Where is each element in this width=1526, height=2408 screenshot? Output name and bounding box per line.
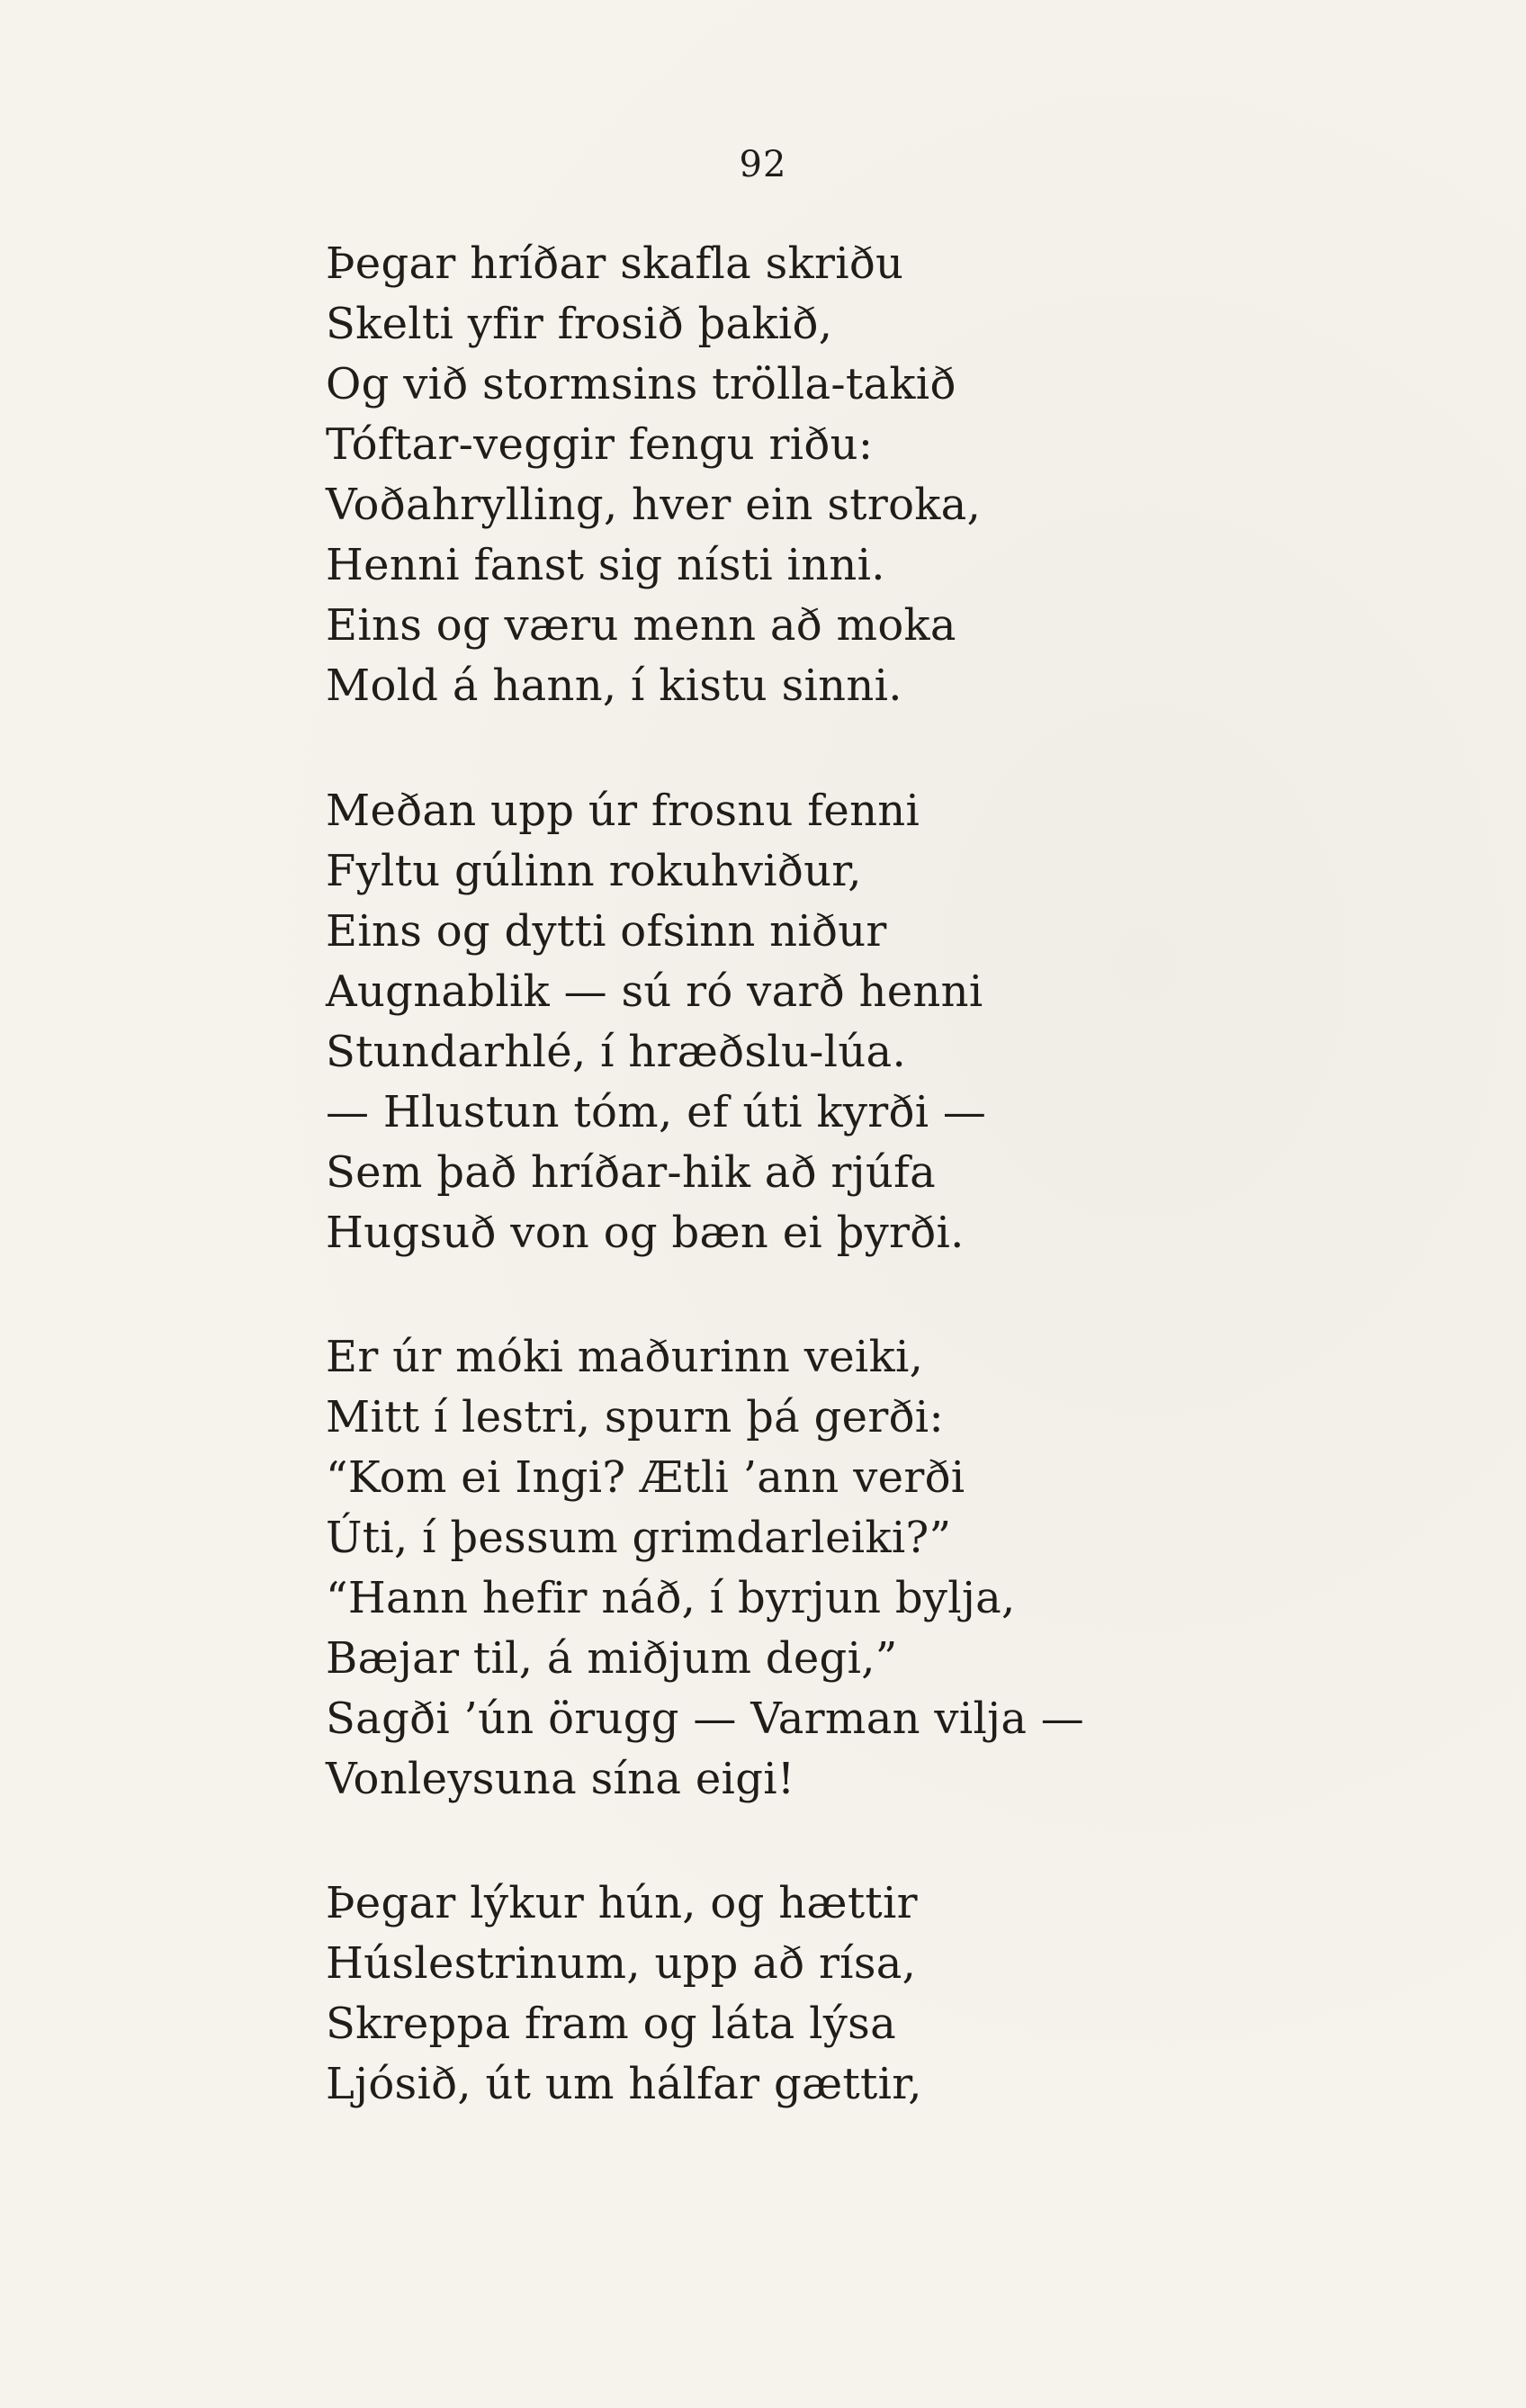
poem-line: Fyltu gúlinn rokuhviður, — [326, 846, 862, 896]
poem-line: “Kom ei Ingi? Ætli ’ann verði — [326, 1452, 965, 1503]
poem-line: Eins og dytti ofsinn niður — [326, 906, 887, 957]
poem-line: Þegar hríðar skafla skriðu — [326, 238, 904, 289]
poem-line: Úti, í þessum grimdarleiki?” — [326, 1513, 952, 1563]
stanza-1 — [326, 234, 1405, 716]
poem-line: Eins og væru menn að moka — [326, 600, 956, 651]
poem-line: — Hlustun tóm, ef úti kyrði — — [326, 1087, 987, 1137]
poem-line: Er úr móki maðurinn veiki, — [326, 1332, 924, 1382]
stanza-4 — [326, 1873, 1405, 2115]
poem-line: Voðahrylling, hver ein stroka, — [326, 480, 982, 530]
poem-line: “Hann hefir náð, í byrjun bylja, — [326, 1573, 1016, 1623]
poem-line: Augnablik — sú ró varð henni — [326, 966, 983, 1017]
poem-line: Sem það hríðar-hik að rjúfa — [326, 1147, 937, 1198]
poem-line: Skreppa fram og láta lýsa — [326, 1999, 896, 2049]
poem-line: Ljósið, út um hálfar gættir, — [326, 2059, 922, 2109]
poem-line: Skelti yfir frosið þakið, — [326, 299, 833, 349]
poem-line: Meðan upp úr frosnu fenni — [326, 786, 920, 836]
poem-line: Stundarhlé, í hræðslu-lúa. — [326, 1027, 907, 1077]
poem-line: Sagði ’ún örugg — Varman vilja — — [326, 1694, 1085, 1744]
poem-line: Mitt í lestri, spurn þá gerði: — [326, 1392, 944, 1442]
poem-line: Húslestrinum, upp að rísa, — [326, 1938, 917, 1989]
poem-line: Bæjar til, á miðjum degi,” — [326, 1633, 898, 1684]
stanza-3 — [326, 1327, 1405, 1810]
poem-line: Tóftar-veggir fengu riðu: — [326, 419, 874, 470]
poem-line: Mold á hann, í kistu sinni. — [326, 660, 902, 711]
poem-line: Hugsuð von og bæn ei þyrði. — [326, 1208, 965, 1258]
poem-line: Og við stormsins trölla-takið — [326, 359, 956, 409]
poem-line: Vonleysuna sína eigi! — [326, 1754, 795, 1804]
page-number: 92 — [739, 144, 787, 185]
poem-line: Henni fanst sig nísti inni. — [326, 540, 885, 590]
stanza-2 — [326, 781, 1405, 1263]
poem-line: Þegar lýkur hún, og hættir — [326, 1878, 918, 1928]
